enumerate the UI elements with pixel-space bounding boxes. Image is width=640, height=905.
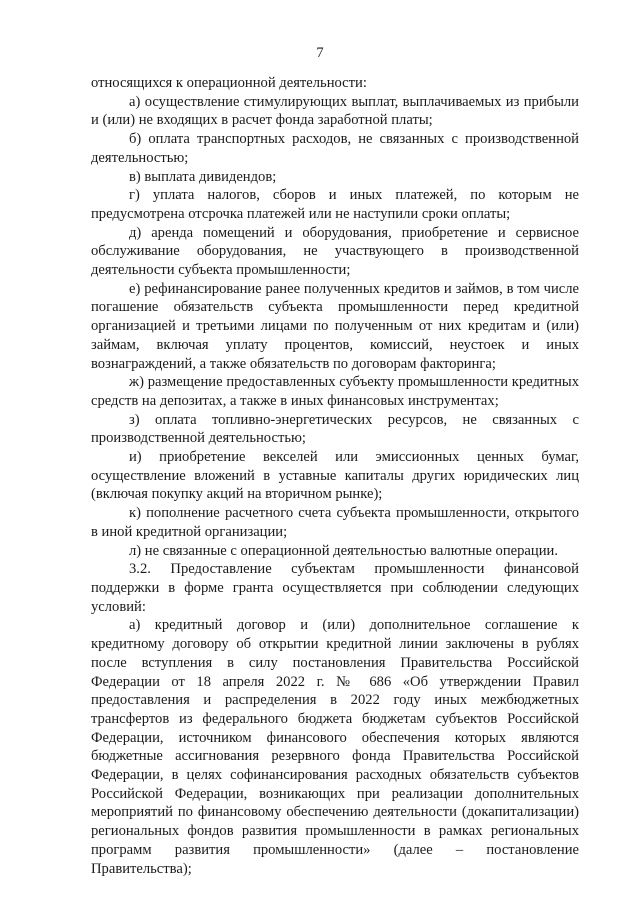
- list-item-b: б) оплата транспортных расходов, не связанных с производственной деятельностью;: [91, 131, 579, 166]
- list-item-zh: ж) размещение предоставленных субъекту промышленности кредитных средств на депозитах, а также в иных финансовых инструментах;: [91, 374, 579, 409]
- list-item-z: з) оплата топливно-энергетических ресурсов, не связанных с производственной деятельностью;: [91, 411, 579, 447]
- section-3-2: 3.2. Предоставление субъектам промышленности финансовой поддержки в форме гранта осуществляется при соблюдении следующих условий:: [91, 561, 579, 615]
- list-item-k: к) пополнение расчетного счета субъекта промышленности, открытого в иной кредитной организации;: [91, 505, 579, 540]
- document-body: [91, 74, 579, 878]
- paragraph-continuation: относящихся к операционной деятельности:: [91, 75, 367, 91]
- list-item-i: и) приобретение векселей или эмиссионных ценных бумаг, осуществление вложений в уставные капиталы других юридических лиц (включая покупку акций на вторичном рынке);: [91, 449, 579, 503]
- list-item-d: д) аренда помещений и оборудования, приобретение и сервисное обслуживание оборудования, не участвующего в производственной деятельности субъекта промышленности;: [91, 224, 579, 279]
- page-number: 7: [316, 45, 324, 61]
- list-item-a: а) осуществление стимулирующих выплат, выплачиваемых из прибыли и (или) не входящих в расчет фонда заработной платы;: [91, 93, 579, 129]
- list-item-v: в) выплата дивидендов;: [129, 168, 277, 185]
- list-item-l: л) не связанные с операционной деятельностью валютные операции.: [129, 542, 558, 559]
- list-item-e: е) рефинансирование ранее полученных кредитов и займов, в том числе погашение обязательств субъекта промышленности перед кредитной организацией и третьими лицами по полученным от них кредитам и (или) займам, включая уплату процентов, комиссий, неустоек и иных вознаграждений, а также обязательств по договорам факторинга;: [91, 280, 579, 372]
- list-item-g: г) уплата налогов, сборов и иных платежей, по которым не предусмотрена отсрочка платежей или не наступили сроки оплаты;: [91, 187, 579, 222]
- condition-a: а) кредитный договор и (или) дополнительное соглашение к кредитному договору об открытии кредитной линии заключены в рублях после вступления в силу постановления Правительства Российской Федерации от 18 апреля 2022 г. № 686 «Об утверждении Правил предоставления и распределения в 2022 году иных межбюджетных трансфертов из федерального бюджета бюджетам субъектов Российской Федерации, источником финансового обеспечения которых являются бюджетные ассигнования резервного фонда Правительства Российской Федерации, в целях софинансирования расходных обязательств субъектов Российской Федерации, возникающих при реализации дополнительных мероприятий по финансовому обеспечению деятельности (докапитализации) региональных фондов развития промышленности в рамках региональных программ развития промышленности» (далее – постановление Правительства);: [91, 617, 579, 877]
